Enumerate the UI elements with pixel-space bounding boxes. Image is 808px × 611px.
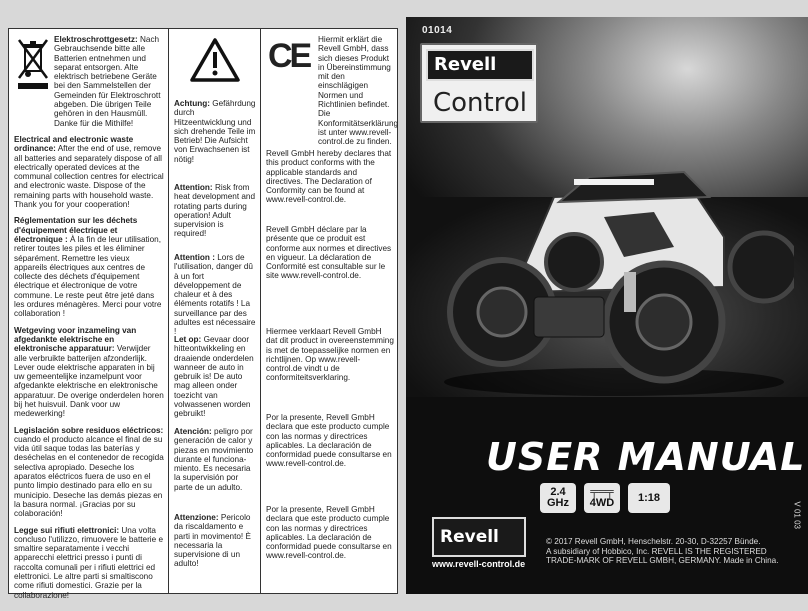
cover-page bbox=[406, 17, 808, 594]
car-light-bar bbox=[574, 179, 654, 185]
it-conformity: Por la presente, Revell GmbH declara que este producto cumple con las normas y directrices aplicables. La declaración de conformidad puede consultarse en www.revell-control.de. bbox=[266, 505, 392, 561]
en-conformity: Revell GmbH hereby declares that this product conforms with the applicable standards and directives. The Declaration of Conformity can be found at www.revell-control.de. bbox=[266, 149, 392, 205]
warning-triangle-icon bbox=[189, 37, 241, 83]
de-conformity: Hiermit erklärt die Revell GmbH, dass sich dieses Produkt in Übereinstimmung mit den einschlägigen Normen und Richtlinien befindet. Die Konformitätserklärung ist unter www.revell-control.de zu finden. bbox=[318, 35, 399, 147]
weee-bar-icon bbox=[18, 83, 48, 89]
ce-mark-icon: CE bbox=[268, 37, 310, 75]
de-disposal-title: Elektroschrottgesetz: bbox=[54, 35, 138, 44]
nl-conformity: Hiermee verklaart Revell GmbH dat dit product in overeenstemming is met de toepasselijke normen en richtlijnen. Op www.revell-control.de vindt u de conformiteitsverklaring. bbox=[266, 327, 394, 383]
product-code: 01014 bbox=[422, 25, 453, 36]
weee-block bbox=[14, 35, 164, 128]
frequency-badge: 2.4 GHz bbox=[540, 483, 576, 513]
fr-disposal: Réglementation sur les déchets d'équipement électrique et électronique : À la fin de leur utilisation, retirer toutes les piles et les éliminer séparément. Remettre les vieux appareils électriques aux centres de collecte des déchets d'équipement électrique et électronique de votre commune. Le reste peut être jeté dans les ordures ménagères. Merci pour votre collaboration ! bbox=[14, 216, 162, 319]
logo-brand: Revell bbox=[426, 49, 534, 81]
axle-icon: ╤═╤ bbox=[590, 486, 614, 498]
copyright-notice: © 2017 Revell GmbH, Henschelstr. 20-30, D-32257 Bünde. A subsidiary of Hobbico, Inc. REVELL IS THE REGISTERED TRADE-MARK OF REVELL GMBH, GERMANY. Made in China. bbox=[546, 537, 779, 565]
logo-product-line: Control bbox=[433, 88, 527, 118]
four-wheel-drive-badge: ╤═╤ 4WD bbox=[584, 483, 620, 513]
manual-title: USER MANUAL bbox=[486, 435, 806, 479]
warning-column bbox=[169, 29, 261, 593]
version-label: V 01 03 bbox=[793, 501, 802, 529]
fr-conformity: Revell GmbH déclare par la présente que ce produit est conforme aux normes et directives en vigueur. La déclaration de Conformité est consultable sur le site www.revell-control.de. bbox=[266, 225, 392, 281]
it-warning: Attenzione: Pericolo da riscaldamento e parti in movimento! È necessaria la supervisione di un adulto! bbox=[174, 513, 251, 569]
nl-warning: Let op: Gevaar door hitteontwikkeling en draaiende onderdelen wanneer de auto in gebruik is! De auto mag alleen onder toezicht van volwassenen worden gebruikt! bbox=[174, 335, 254, 419]
car-cabin bbox=[559, 172, 709, 202]
rc-crawler-image bbox=[424, 157, 794, 397]
car-suspension bbox=[624, 272, 636, 312]
spec-badges bbox=[540, 483, 670, 513]
crossed-bin-icon bbox=[16, 37, 50, 81]
car-motor bbox=[534, 297, 604, 337]
revell-control-logo bbox=[420, 43, 538, 123]
de-disposal-text: Nach Gebrauchsende bitte alle Batterien entnehmen und separat entsorgen. Alte elektrisch betriebene Geräte bei den Sammelstellen der Gemeinden für Elektroschrott abgeben. Die übrigen Teile gehören in den Hausmüll. Danke für die Mithilfe! bbox=[54, 35, 161, 128]
scale-badge: 1:18 bbox=[628, 483, 670, 513]
car-shadow bbox=[444, 368, 784, 396]
fr-warning: Attention : Lors de l'utilisation, danger dû à un fort développement de chaleur et à des éléments rotatifs ! La surveillance par des adultes est nécessaire ! bbox=[174, 253, 256, 337]
disposal-column bbox=[9, 29, 169, 600]
es-conformity: Por la presente, Revell GmbH declara que este producto cumple con las normas y directrices aplicables. La declaración de conformidad puede consultarse en www.revell-control.de. bbox=[266, 413, 392, 469]
en-disposal: Electrical and electronic waste ordinance: After the end of use, remove all batteries and separately dispose of all electrically operated devices at the communal collection centres for electrical and electronic waste. Dispose of the remaining parts with household waste. Thank you for your cooperation! bbox=[14, 134, 164, 210]
ce-block bbox=[266, 35, 399, 147]
nl-disposal: Wetgeving voor inzameling van afgedankte elektrische en elektronische apparatuur: Verwijder alle verbruikte batterijen afzonderlijk. Lever oude elektrische apparaten in bij uw gemeentelijke inzamelpunt voor afgedankte elektrische en elektronische apparatuur. De overige onderdelen horen bij het huisvuil. Dank voor uw medewerking! bbox=[14, 325, 164, 419]
revell-footer-logo: Revell bbox=[432, 517, 526, 557]
website-link: www.revell-control.de bbox=[432, 559, 526, 569]
it-disposal: Legge sui rifiuti elettronici: Una volta concluso l'utilizzo, rimuovere le batterie e smaltire separatamente i vecchi apparecchi elettrici presso i punti di raccolta comunali per i rifiuti elettrici ed elettronici. Le altre parti si smaltiscono come rifiuti domestici. Grazie per la collaborazione! bbox=[14, 525, 164, 600]
de-warning: Achtung: Gefährdung durch Hitzeentwicklung und sich drehende Teile im Betrieb! Die Aufsicht von Erwachsenen ist nötig! bbox=[174, 99, 256, 164]
es-disposal: Legislación sobre residuos eléctricos: cuando el producto alcance el final de su vida útil saque todas las baterías y deséchelas en el contenedor de recogida selectiva apropiado. Deseche los aparatos eléctricos fuera de uso en el punto limpio destinado para ello en su municipio. Deseche las demás piezas en la basura normal. ¡Gracias por su colaboración! bbox=[14, 425, 164, 519]
info-page bbox=[8, 28, 399, 600]
en-warning: Attention: Risk from heat development and rotating parts during operation! Adult supervision is required! bbox=[174, 183, 256, 239]
es-warning: Atención: peligro por generación de calor y piezas en movimiento durante el funciona-miento. Es necesaria la supervisión por parte de un adulto. bbox=[174, 427, 254, 492]
conformity-column bbox=[261, 29, 399, 593]
